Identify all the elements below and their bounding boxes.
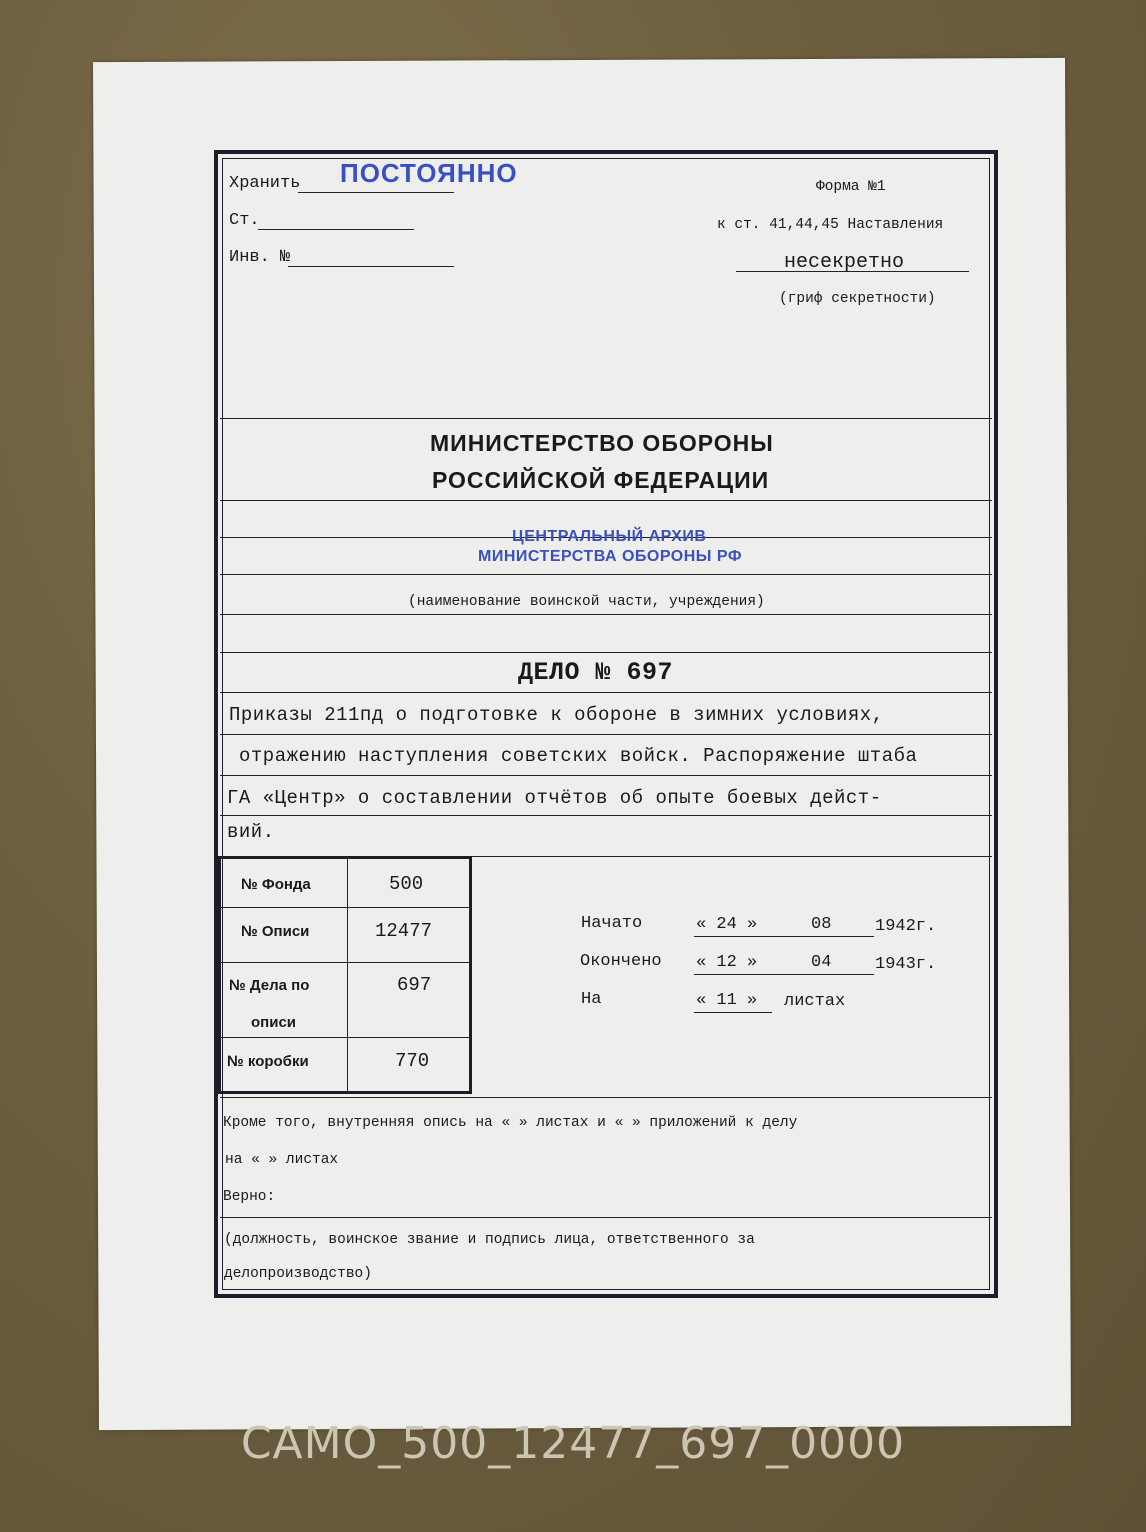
opis-value: 12477 [375, 920, 433, 942]
ended-month: 04 [811, 953, 832, 972]
ended-year: 1943г. [875, 955, 937, 974]
rule [220, 734, 992, 735]
rule [220, 692, 992, 693]
rule [220, 815, 992, 816]
description-line-1: Приказы 211пд о подготовке к обороне в зимних условиях, [229, 704, 884, 726]
case-title: ДЕЛО № 697 [518, 658, 674, 687]
archive-stamp-line-2: МИНИСТЕРСТВА ОБОРОНЫ РФ [478, 548, 743, 565]
secrecy-underline [736, 271, 969, 272]
archive-stamp-line-1: ЦЕНТРАЛЬНЫЙ АРХИВ [512, 528, 707, 545]
verified-label: Верно: [223, 1189, 276, 1205]
sheets-count: « 11 » [696, 991, 758, 1010]
rule [220, 1097, 992, 1098]
table-rule [221, 907, 469, 908]
sheets-underline [694, 1012, 772, 1013]
scan-file-caption: САМО_500_12477_697_0000 [240, 1418, 906, 1469]
responsible-caption-line-1: (должность, воинское звание и подпись лица, ответственного за [224, 1232, 755, 1248]
reference-table [218, 856, 472, 1094]
delo-label-line-2: описи [251, 1014, 297, 1031]
keep-label: Хранить [229, 174, 301, 193]
rule [220, 614, 992, 615]
rule [220, 574, 992, 575]
inv-label: Инв. № [229, 248, 291, 267]
table-rule [221, 1037, 469, 1038]
keep-stamp-value: ПОСТОЯННО [340, 158, 518, 188]
footer-inventory-line-1: Кроме того, внутренняя опись на « » листах и « » приложений к делу [223, 1115, 798, 1131]
form-number: Форма №1 [816, 179, 886, 195]
st-label: Ст. [229, 211, 260, 230]
description-line-2: отражению наступления советских войск. Распоряжение штаба [239, 745, 918, 767]
rule [220, 500, 992, 501]
table-divider [347, 859, 348, 1091]
description-line-4: вий. [227, 821, 275, 843]
fond-value: 500 [389, 873, 424, 895]
sheets-label: листах [784, 992, 846, 1011]
box-label: № коробки [227, 1053, 309, 1070]
started-year: 1942г. [875, 917, 937, 936]
started-month: 08 [811, 915, 832, 934]
ended-day: « 12 » [696, 953, 758, 972]
footer-inventory-line-2: на « » листах [225, 1152, 339, 1168]
rule [220, 775, 992, 776]
rule [220, 652, 992, 653]
rule [220, 1217, 992, 1218]
ministry-line-2: РОССИЙСКОЙ ФЕДЕРАЦИИ [432, 467, 770, 493]
started-day: « 24 » [696, 915, 758, 934]
unit-caption: (наименование воинской части, учреждения) [408, 594, 765, 610]
ended-label: Окончено [580, 952, 662, 971]
secrecy-value: несекретно [784, 251, 905, 274]
responsible-caption-line-2: делопроизводство) [224, 1266, 372, 1282]
description-line-3: ГА «Центр» о составлении отчётов об опыте боевых дейст- [227, 787, 882, 809]
ended-underline [694, 974, 874, 975]
started-underline [694, 936, 874, 937]
box-value: 770 [395, 1050, 430, 1072]
ministry-line-1: МИНИСТЕРСТВО ОБОРОНЫ [430, 430, 774, 456]
form-reference: к ст. 41,44,45 Наставления [717, 217, 944, 233]
sheets-on-label: На [581, 990, 602, 1009]
table-rule [221, 962, 469, 963]
fond-label: № Фонда [241, 876, 311, 893]
delo-value: 697 [397, 974, 432, 996]
rule [220, 418, 992, 419]
secrecy-caption: (гриф секретности) [779, 291, 936, 307]
st-underline [258, 229, 414, 230]
inv-underline [288, 266, 454, 267]
delo-label-line-1: № Дела по [229, 977, 310, 994]
opis-label: № Описи [241, 923, 310, 940]
started-label: Начато [581, 914, 643, 933]
keep-underline [298, 192, 454, 193]
